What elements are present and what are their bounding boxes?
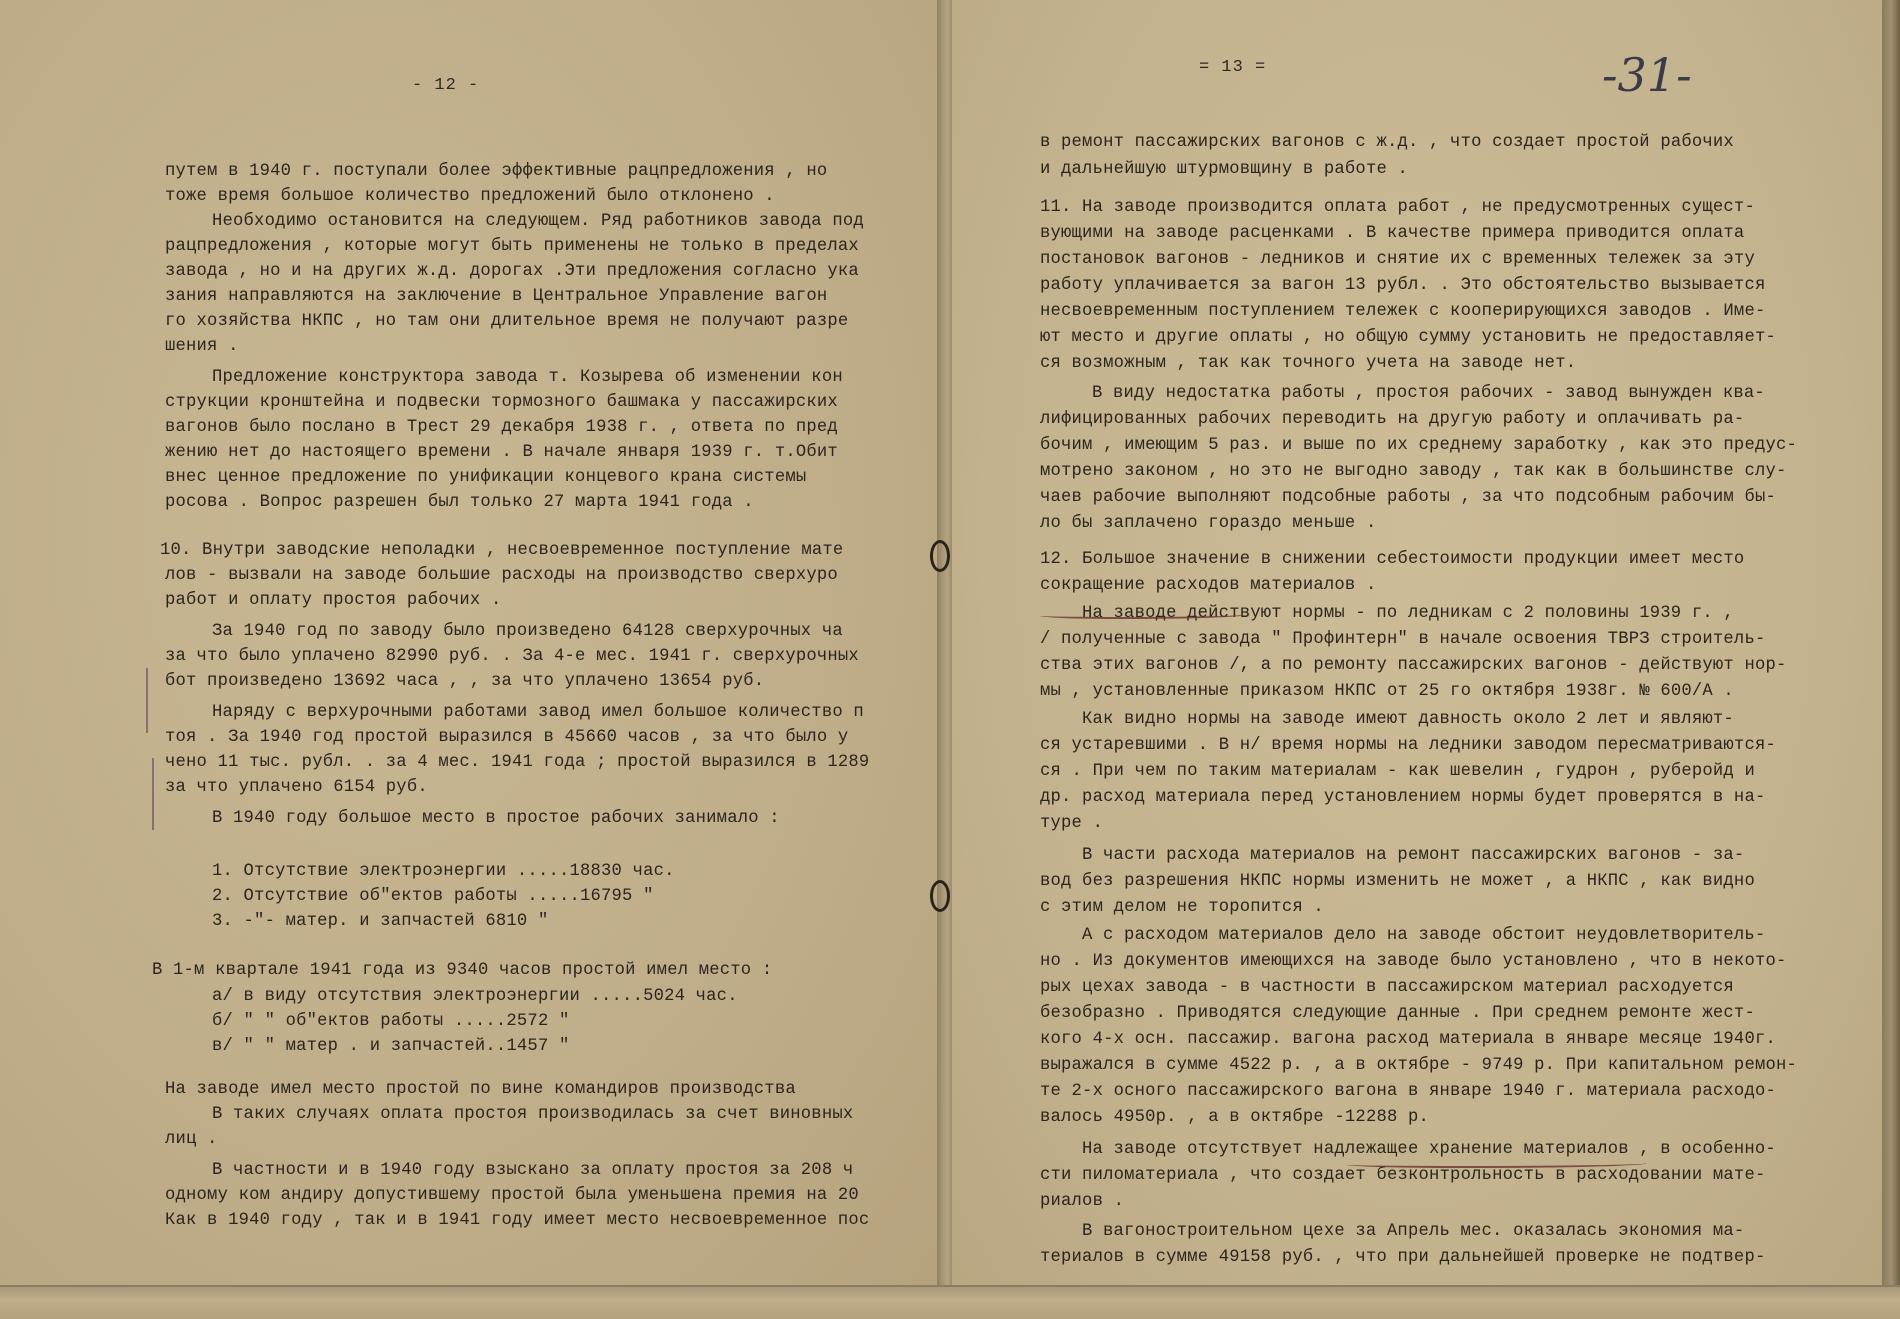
text-line: ства этих вагонов /, а по ремонту пассажирских вагонов - действуют нор- [1040,656,1787,675]
text-line: В 1-м квартале 1941 года из 9340 часов простой имел место : [152,961,773,980]
text-line: шения . [165,337,239,356]
text-line: На заводе отсутствует надлежащее хранение материалов , в особенно- [1082,1140,1776,1159]
text-line: вующими на заводе расценками . В качестве примера приводится оплата [1040,224,1745,243]
text-line: бочим , имеющим 5 раз. и выше по их среднему заработку , как это предус- [1040,436,1798,455]
text-line: На заводе действуют нормы - по ледникам с 2 половины 1939 г. , [1082,604,1734,623]
text-line: териалов в сумме 49158 руб. , что при дальнейшей проверке не подтвер- [1040,1248,1766,1267]
text-line: В части расхода материалов на ремонт пассажирских вагонов - за- [1082,846,1745,865]
text-line: работу уплачивается за вагон 13 рубл. . Это обстоятельство вызывается [1040,276,1766,295]
text-line: ся . При чем по таким материалам - как шевелин , гудрон , руберойд и [1040,762,1755,781]
page-number: - 12 - [412,76,480,95]
archive-folio-number: -31- [1602,48,1692,102]
text-line: тоже время большое количество предложений было отклонено . [165,187,775,206]
text-line: го хозяйства НКПС , но там они длительное время не получают разре [165,312,849,331]
text-line: 10. Внутри заводские неполадки , несвоевременное поступление мате [160,541,844,560]
text-line: в ремонт пассажирских вагонов с ж.д. , что создает простой рабочих [1040,133,1734,152]
text-line: рых цехах завода - в частности в пассажирском материал расходуется [1040,978,1734,997]
text-line: зания направляются на заключение в Центральное Управление вагон [165,287,828,306]
text-line: струкции кронштейна и подвески тормозного башмака у пассажирских [165,393,838,412]
text-line: 2. Отсутствие об"ектов работы .....16795 " [212,887,654,906]
text-line: выражался в сумме 4522 р. , а в октябре - 9749 р. При капитальном ремон- [1040,1056,1798,1075]
text-line: и дальнейшую штурмовщину в работе . [1040,160,1408,179]
text-line: а/ в виду отсутствия электроэнергии .....5024 час. [212,987,738,1006]
text-line: лиц . [165,1130,218,1149]
page-stack-edge [1882,0,1900,1317]
text-line: 12. Большое значение в снижении себестоимости продукции имеет место [1040,550,1745,569]
page-number: = 13 = [1199,58,1267,77]
text-line: ют место и другие оплаты , но общую сумму установить не предоставляет- [1040,328,1776,347]
text-line: внес ценное предложение по унификации концевого крана системы [165,468,807,487]
text-line: 3. -"- матер. и запчастей 6810 " [212,912,549,931]
text-line: сти пиломатериала , что создает безконтрольность в расходовании мате- [1040,1166,1766,1185]
text-line: ся устаревшими . В н/ время нормы на ледники заводом пересматриваются- [1040,736,1776,755]
text-line: мы , установленные приказом НКПС от 25 го октября 1938г. № 600/А . [1040,682,1734,701]
text-line: мотрено законом , но это не выгодно заводу , так как в большинстве слу- [1040,462,1787,481]
text-line: тоя . За 1940 год простой выразился в 45660 часов , за что было у [165,728,849,747]
text-line: в/ " " матер . и запчастей..1457 " [212,1037,570,1056]
text-line: жению нет до настоящего времени . В начале января 1939 г. т.Обит [165,443,838,462]
text-line: В вагоностроительном цехе за Апрель мес. оказалась экономия ма- [1082,1222,1745,1241]
text-line: валось 4950р. , а в октябре -12288 р. [1040,1108,1430,1127]
text-line: те 2-х осного пассажирского вагона в январе 1940 г. материала расходо- [1040,1082,1776,1101]
text-line: лов - вызвали на заводе большие расходы на производство сверхуро [165,566,838,585]
text-line: постановок вагонов - ледников и снятие их с временных тележек за эту [1040,250,1755,269]
text-line: / полученные с завода " Профинтерн" в начале освоения ТВРЗ строитель- [1040,630,1766,649]
text-line: туре . [1040,814,1104,833]
text-line: завода , но и на других ж.д. дорогах .Эти предложения согласно ука [165,262,859,281]
text-line: чено 11 тыс. рубл. . за 4 мес. 1941 года ; простой выразился в 1289 [165,753,870,772]
text-line: ся возможным , так как точного учета на заводе нет. [1040,354,1577,373]
text-line: В частности и в 1940 году взыскано за оплату простоя за 208 ч [212,1161,854,1180]
text-line: несвоевременным поступлением тележек с кооперирующихся заводов . Име- [1040,302,1766,321]
text-line: Наряду с верхурочными работами завод имел большое количество п [212,703,864,722]
text-line: Как в 1940 году , так и в 1941 году имеет место несвоевременное пос [165,1211,870,1230]
text-line: др. расход материала перед установлением нормы будет проверятся в на- [1040,788,1766,807]
margin-pencil-mark [152,758,154,830]
text-line: вагонов было послано в Трест 29 декабря 1938 г. , ответа по пред [165,418,838,437]
text-line: В таких случаях оплата простоя производилась за счет виновных [212,1105,854,1124]
text-line: 11. На заводе производится оплата работ , не предусмотренных сущест- [1040,198,1755,217]
text-line: В 1940 году большое место в простое рабочих занимало : [212,809,780,828]
bottom-edge [0,1285,1900,1319]
text-line: кого 4-х осн. пассажир. вагона расход материала в январе месяце 1940г. [1040,1030,1776,1049]
text-line: безобразно . Приводятся следующие данные . При среднем ремонте жест- [1040,1004,1755,1023]
text-line: В виду недостатка работы , простоя рабочих - завод вынужден ква- [1092,384,1765,403]
text-line: путем в 1940 г. поступали более эффективные рацпредложения , но [165,162,828,181]
binding-ring [930,880,950,912]
text-line: б/ " " об"ектов работы .....2572 " [212,1012,570,1031]
book-spine [937,0,952,1317]
binding-ring [930,540,950,572]
text-line: Как видно нормы на заводе имеют давность около 2 лет и являют- [1082,710,1734,729]
text-line: бот произведено 13692 часа , , за что уплачено 13654 руб. [165,672,765,691]
text-line: вод без разрешения НКПС нормы изменить не может , а НКПС , как видно [1040,872,1755,891]
text-line: За 1940 год по заводу было произведено 64128 сверхурочных ча [212,622,843,641]
text-line: рацпредложения , которые могут быть применены не только в пределах [165,237,859,256]
left-page [0,0,937,1317]
text-line: риалов . [1040,1192,1125,1211]
text-line: А с расходом материалов дело на заводе обстоит неудовлетворитель- [1082,926,1766,945]
text-line: за что было уплачено 82990 руб. . За 4-е мес. 1941 г. сверхурочных [165,647,859,666]
text-line: за что уплачено 6154 руб. [165,778,428,797]
margin-pencil-mark [146,668,148,733]
right-page [952,0,1882,1317]
text-line: сокращение расходов материалов . [1040,576,1377,595]
text-line: лифицированных рабочих переводить на другую работу и оплачивать ра- [1040,410,1745,429]
text-line: но . Из документов имеющихся на заводе было установлено , что в некото- [1040,952,1787,971]
text-line: одному ком андиру допустившему простой была уменьшена премия на 20 [165,1186,859,1205]
text-line: Необходимо остановится на следующем. Ряд работников завода под [212,212,864,231]
text-line: росова . Вопрос разрешен был только 27 марта 1941 года . [165,493,754,512]
text-line: 1. Отсутствие электроэнергии .....18830 час. [212,862,675,881]
text-line: На заводе имел место простой по вине командиров производства [165,1080,796,1099]
text-line: с этим делом не торопится . [1040,898,1324,917]
text-line: ло бы заплачено гораздо меньше . [1040,514,1377,533]
text-line: Предложение конструктора завода т. Козырева об изменении кон [212,368,843,387]
text-line: работ и оплату простоя рабочих . [165,591,502,610]
text-line: чаев рабочие выполняют подсобные работы , за что подсобным рабочим бы- [1040,488,1776,507]
